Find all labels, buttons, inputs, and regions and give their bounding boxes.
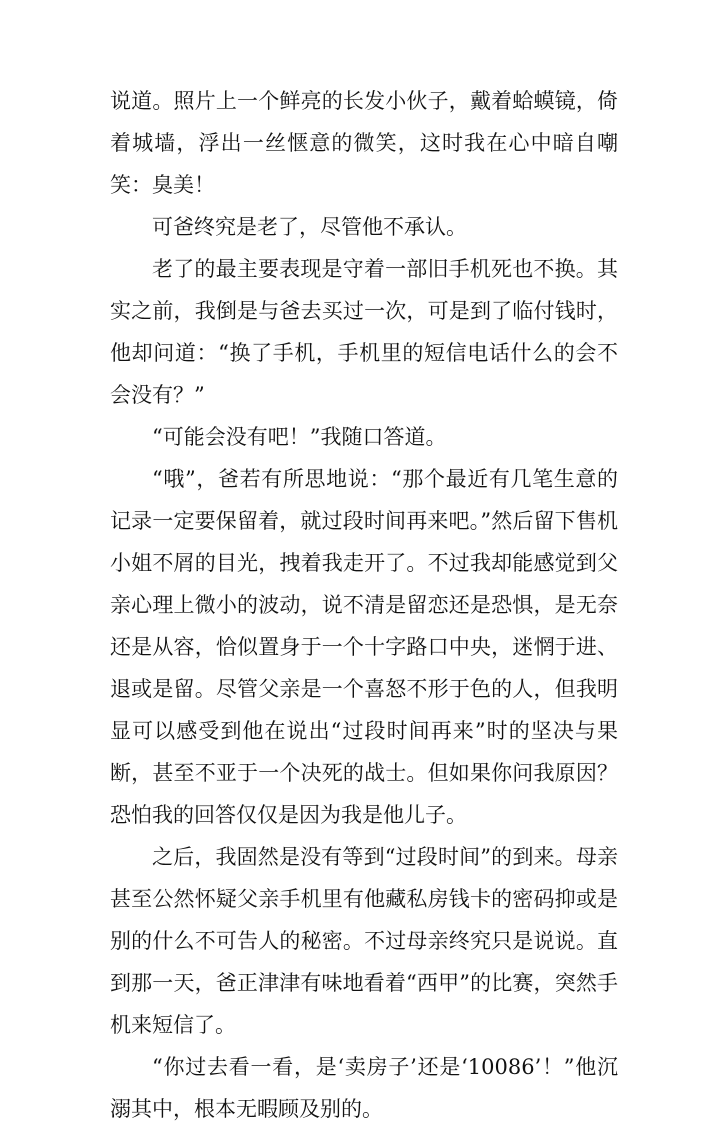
paragraph: 老了的最主要表现是守着一部旧手机死也不换。其实之前，我倒是与爸去买过一次，可是到了临付钱时，他却问道：“换了手机，手机里的短信电话什么的会不会没有？” [110,257,618,407]
paragraph: “哦”，爸若有所思地说：“那个最近有几笔生意的记录一定要保留着，就过段时间再来吧。”然后留下售机小姐不屑的目光，拽着我走开了。不过我却能感觉到父亲心理上微小的波动，说不清是留恋还是恐惧，是无奈还是从容，恰似置身于一个十字路口中央，迷惘于进、退或是留。尽管父亲是一个喜怒不形于色的人，但我明显可以感受到他在说出“过段时间再来”时的坚决与果断，甚至不亚于一个决死的战士。但如果你问我原因？恐怕我的回答仅仅是因为我是他儿子。 [110,467,618,827]
paragraph: 之后，我固然是没有等到“过段时间”的到来。母亲甚至公然怀疑父亲手机里有他藏私房钱卡的密码抑或是别的什么不可告人的秘密。不过母亲终究只是说说。直到那一天，爸正津津有味地看着“西甲”的比赛，突然手机来短信了。 [110,845,618,1037]
document-page [110,80,618,1130]
paragraph: “你过去看一看，是‘卖房子’还是‘10086’！”他沉溺其中，根本无暇顾及别的。 [110,1055,618,1121]
paragraph: “可能会没有吧！”我随口答道。 [152,425,447,449]
paragraph: 可爸终究是老了，尽管他不承认。 [152,215,467,239]
paragraph-continuation: 说道。照片上一个鲜亮的长发小伙子，戴着蛤蟆镜，倚着城墙，浮出一丝惬意的微笑，这时我在心中暗自嘲笑：臭美！ [110,89,618,197]
